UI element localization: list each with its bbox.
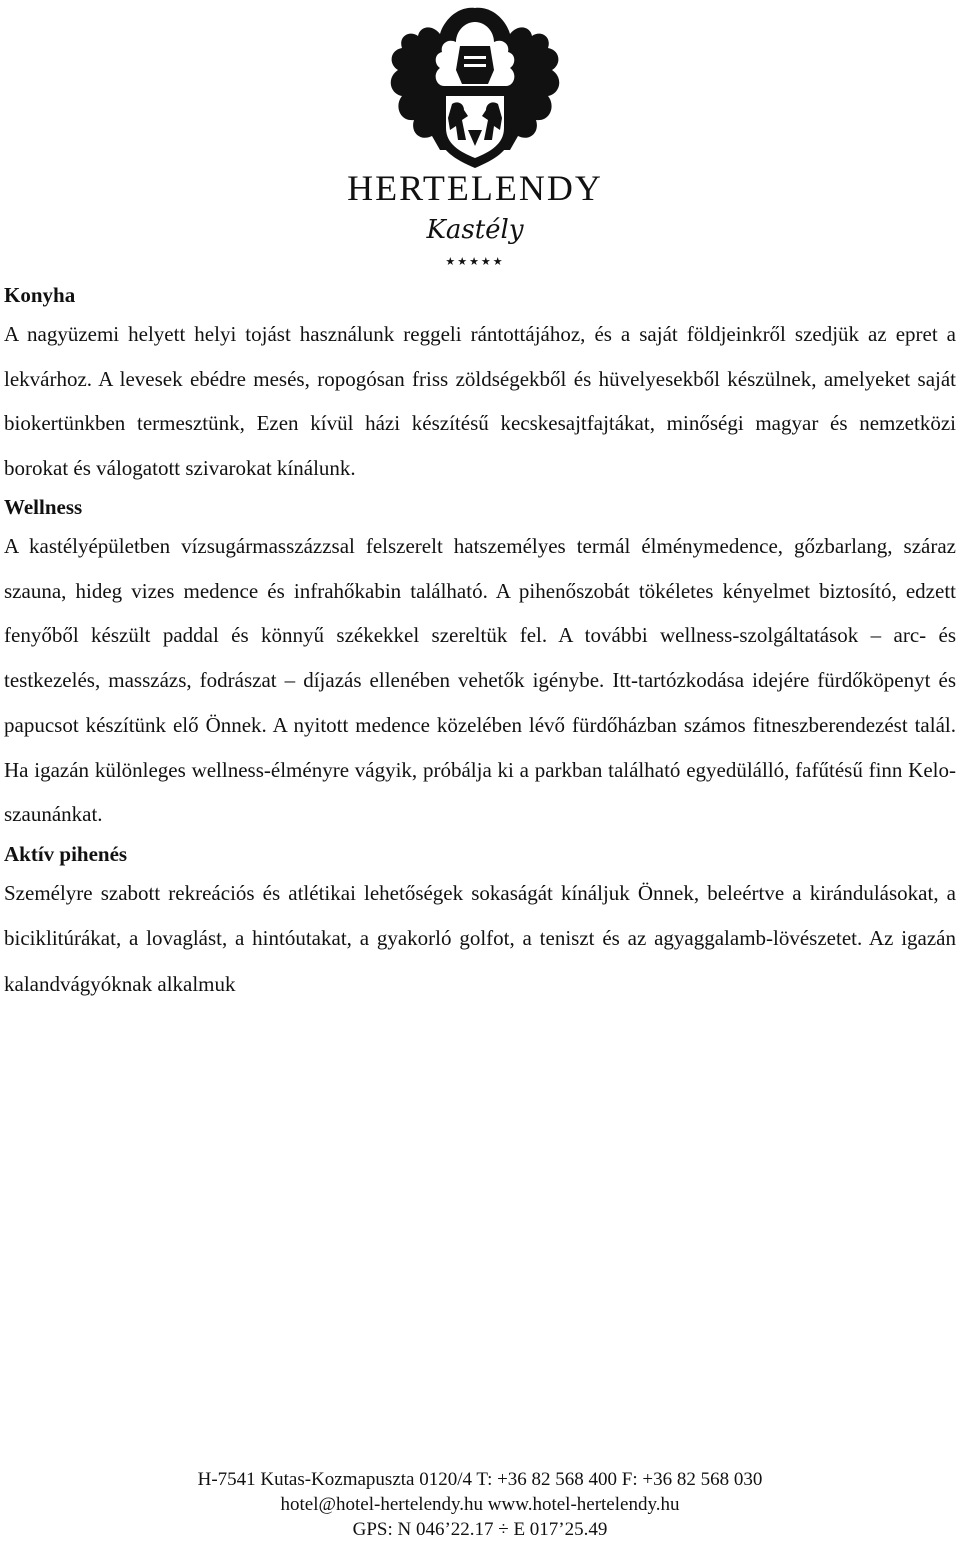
section-heading-wellness: Wellness [4,495,83,519]
footer-gps-line: GPS: N 046’22.17 ÷ E 017’25.49 [352,1519,608,1540]
section-text-wellness: A kastélyépületben vízsugármasszázzsal felszerelt hatszemélyes termál élménymedence, gőzbarlang, száraz szauna, hideg vizes medence és infrahőkabin található. A pihenőszobát tökéletes kényelmet biztosító, edzett fenyőből készült paddal és könnyű székekkel szereltük fel. A további wellness-szolgáltatások – arc- és testkezelés, masszázs, fodrászat – díjazás ellenében vehetők igénybe. Itt-tartózkodása idejére fürdőköpenyt és papucsot készítünk elő Önnek. A nyitott medence közelében lévő fürdőházban számos fitneszberendezést talál. Ha igazán különleges wellness-élményre vágyik, próbálja ki a parkban található egyedülálló, fafűtésű finn Kelo-szaunánkat. [4,534,956,827]
section-text-konyha: A nagyüzemi helyett helyi tojást használunk reggeli rántottájához, és a saját földjeinkről szedjük az epret a lekvárhoz. A levesek ebédre mesés, ropogósan friss zöldségekből és hüvelyesekből készülnek, amelyeket saját biokertünkben termesztünk, Ezen kívül házi készítésű kecskesajtfajtákat, minőségi magyar és nemzetközi borokat és válogatott szivarokat kínálunk. [4,322,956,480]
section-heading-aktiv-pihenes: Aktív pihenés [4,841,128,866]
hotel-logo [340,0,610,268]
logo-stars: ★★★★★ [445,255,505,268]
section-text-aktiv-pihenes: Személyre szabott rekreációs és atlétikai lehetőségek sokaságát kínáljuk Önnek, beleértve a kirándulásokat, a biciklitúrákat, a lovaglást, a hintóutakat, a gyakorló golfot, a teniszt és az agyaggalamb-lövészetet. Az igazán kalandvágyóknak alkalmuk [4,880,956,996]
contact-footer [0,1467,960,1542]
document-body [4,278,956,1007]
logo-subtitle-text: Kastély [426,215,524,245]
coat-of-arms-icon [340,0,610,268]
footer-web-line: hotel@hotel-hertelendy.hu www.hotel-hertelendy.hu [280,1494,680,1515]
footer-address-line: H-7541 Kutas-Kozmapuszta 0120/4 T: +36 82 568 400 F: +36 82 568 030 [197,1469,763,1490]
logo-brand-text: HERTELENDY [347,168,603,208]
section-heading-konyha: Konyha [4,283,76,307]
